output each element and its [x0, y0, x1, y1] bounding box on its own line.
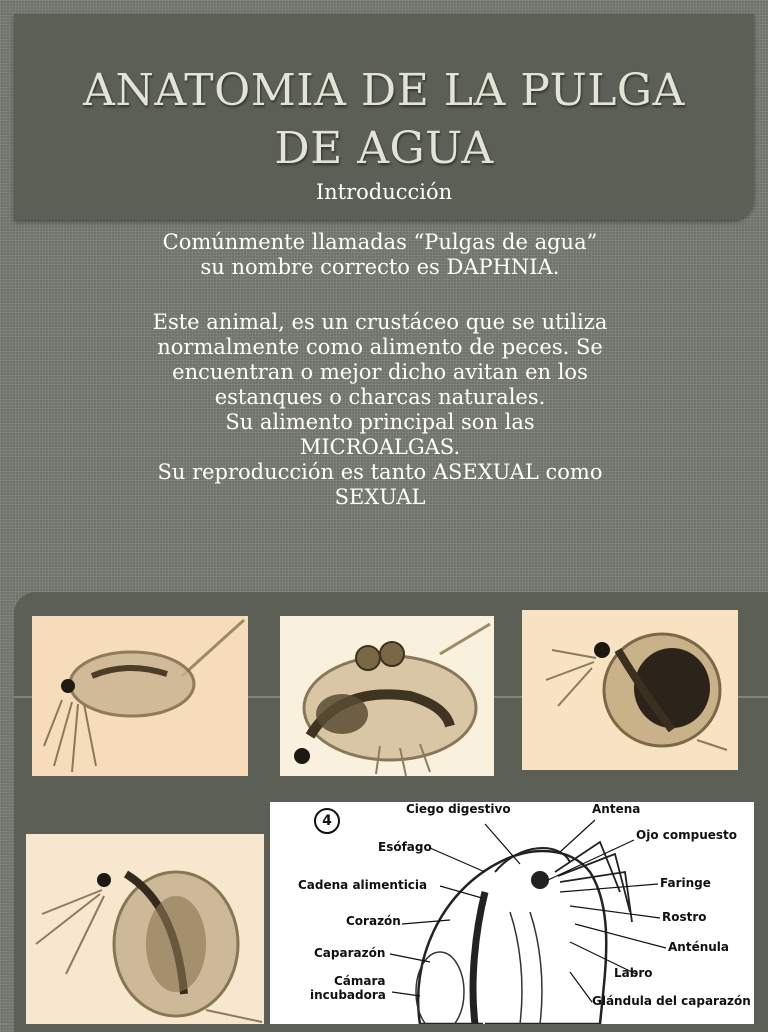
daphnia-photo-4 [26, 834, 264, 1024]
daphnia-photo-3 [522, 610, 738, 770]
daphnia-photo-1 [32, 616, 248, 776]
label-glandula-caparazon: Glándula del caparazón [592, 994, 751, 1008]
label-camara: Cámara [334, 974, 386, 988]
label-faringe: Faringe [660, 876, 711, 890]
label-corazon: Corazón [346, 914, 401, 928]
label-caparazon: Caparazón [314, 946, 386, 960]
intro-line: Comúnmente llamadas “Pulgas de agua” [162, 230, 598, 254]
intro-line: encuentran o mejor dicho avitan en los [172, 360, 588, 384]
title-panel [14, 14, 754, 220]
intro-line: Su alimento principal son las [225, 410, 535, 434]
page-subtitle: Introducción [315, 180, 453, 204]
intro-line: SEXUAL [334, 485, 426, 509]
page-title [14, 62, 754, 178]
daphnia-photo-2 [280, 616, 494, 776]
intro-paragraph-1 [70, 230, 690, 280]
label-antenula: Anténula [668, 940, 730, 954]
intro-line: normalmente como alimento de peces. Se [157, 335, 603, 359]
intro-text [70, 230, 690, 510]
label-ciego-digestivo: Ciego digestivo [406, 802, 511, 816]
label-incubadora: incubadora [310, 988, 386, 1002]
intro-line: Este animal, es un crustáceo que se utiliza [152, 310, 608, 334]
intro-paragraph-2 [70, 310, 690, 510]
label-antena: Antena [592, 802, 641, 816]
title-line-1: ANATOMIA DE LA PULGA [83, 65, 685, 116]
intro-line: su nombre correcto es DAPHNIA. [200, 255, 560, 279]
anatomy-diagram [270, 802, 754, 1024]
intro-line: Su reproducción es tanto ASEXUAL como [157, 460, 603, 484]
label-labro: Labro [614, 966, 653, 980]
title-line-2: DE AGUA [274, 123, 494, 174]
intro-line: estanques o charcas naturales. [214, 385, 546, 409]
intro-line: MICROALGAS. [299, 435, 461, 459]
label-esofago: Esófago [378, 840, 432, 854]
label-cadena-alimenticia: Cadena alimenticia [298, 878, 428, 892]
diagram-number: 4 [314, 808, 340, 834]
label-rostro: Rostro [662, 910, 707, 924]
label-ojo-compuesto: Ojo compuesto [636, 828, 737, 842]
